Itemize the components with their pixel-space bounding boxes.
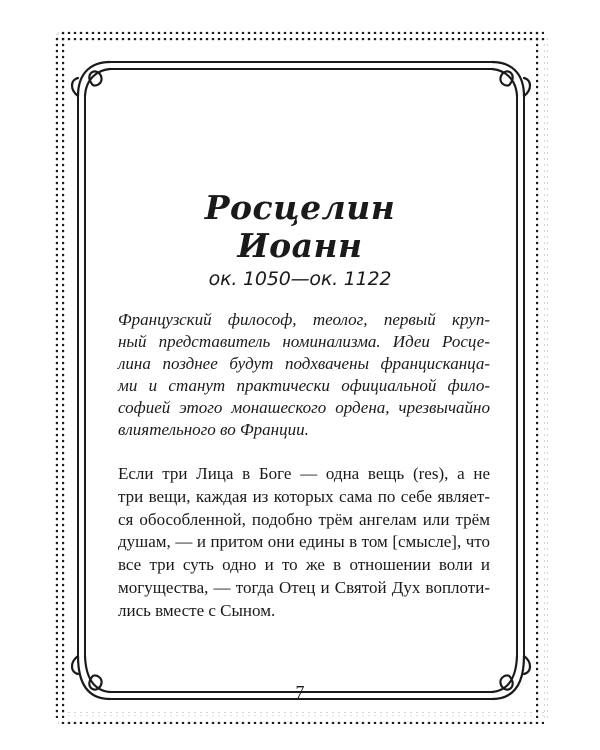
page-number: 7 bbox=[295, 682, 305, 702]
quote-paragraph bbox=[118, 463, 490, 623]
quote-line: лись вместе с Сыном. bbox=[118, 600, 276, 620]
quote-line: все три суть одно и то же в отношении воли и bbox=[118, 555, 490, 575]
intro-line: ми и станут практически официальной фило- bbox=[118, 376, 490, 395]
intro-line: Французский философ, теолог, первый круп- bbox=[118, 310, 490, 329]
page-title-line-1: Росцелин bbox=[204, 188, 396, 227]
quote-line: ся обособленной, подобно трём ангелам или трём bbox=[118, 509, 490, 529]
intro-paragraph bbox=[118, 309, 490, 441]
intro-line: софией этого монашеского ордена, чрезвычайно bbox=[118, 398, 490, 417]
life-dates: ок. 1050—ок. 1122 bbox=[208, 268, 392, 290]
quote-line: Если три Лица в Боге — одна вещь (res), а не bbox=[118, 464, 490, 483]
quote-line: могущества, — тогда Отец и Святой Дух воплоти- bbox=[118, 577, 490, 597]
quote-line: три вещи, каждая из которых сама по себе являет- bbox=[118, 486, 490, 506]
page-title-line-2: Иоанн bbox=[237, 226, 363, 265]
quote-line: душам, — и притом они едины в том [смысле], что bbox=[118, 532, 490, 552]
intro-line: лина позднее будут подхвачены францисканца- bbox=[118, 354, 490, 373]
intro-line: влиятельного во Франции. bbox=[118, 420, 309, 439]
intro-line: ный представитель номинализма. Идеи Росце- bbox=[118, 332, 490, 351]
